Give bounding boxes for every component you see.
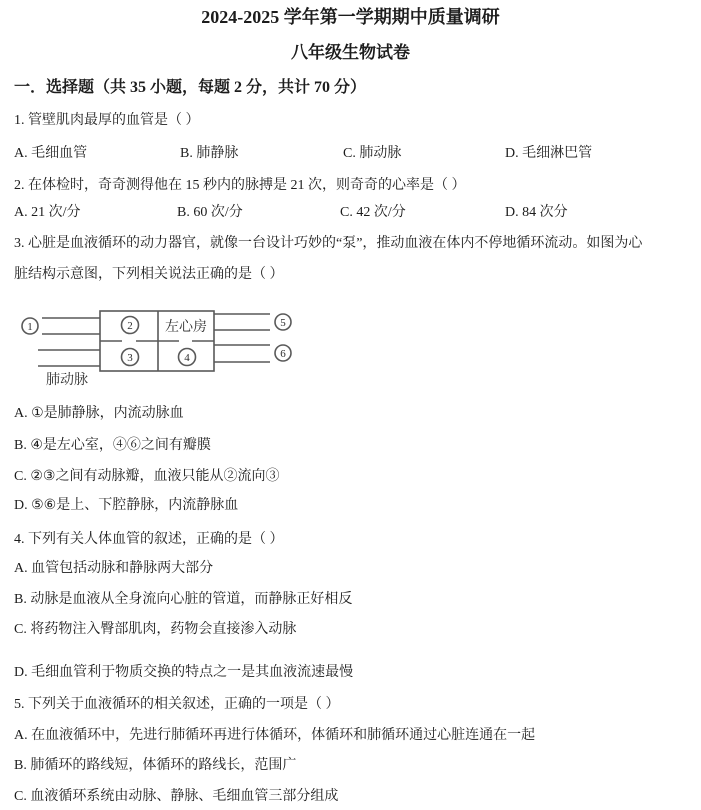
pulmonary-artery-label: 肺动脉: [46, 373, 88, 388]
circled-number-4: 4: [184, 352, 190, 364]
question-3-option-b: B. ④是左心室，④⑥之间有瓣膜: [14, 438, 211, 453]
heart-diagram-svg: [20, 300, 305, 395]
question-4-option-a: A. 血管包括动脉和静脉两大部分: [14, 561, 214, 576]
question-1-text: 1. 管壁肌肉最厚的血管是（ ）: [14, 113, 200, 128]
question-2-option-b: B. 60 次/分: [177, 205, 243, 220]
question-1-option-b: B. 肺静脉: [180, 146, 239, 161]
question-4-option-d: D. 毛细血管利于物质交换的特点之一是其血液流速最慢: [14, 665, 354, 680]
circled-number-1: 1: [27, 321, 33, 333]
question-5-text: 5. 下列关于血液循环的相关叙述，正确的一项是（ ）: [14, 697, 340, 712]
question-3-option-d: D. ⑤⑥是上、下腔静脉，内流静脉血: [14, 498, 239, 513]
vessel-6-lines: [214, 345, 270, 362]
question-1-option-d: D. 毛细淋巴管: [505, 146, 593, 161]
vessel-5-lines: [214, 314, 270, 330]
question-3-option-a: A. ①是肺静脉，内流动脉血: [14, 406, 184, 421]
question-4-option-c: C. 将药物注入臀部肌肉，药物会直接渗入动脉: [14, 622, 297, 637]
question-4-option-b: B. 动脉是血液从全身流向心脏的管道，而静脉正好相反: [14, 592, 353, 607]
question-2-option-d: D. 84 次分: [505, 205, 568, 220]
section-heading: 一．选择题（共 35 小题，每题 2 分，共计 70 分）: [14, 79, 367, 96]
circled-number-2: 2: [127, 320, 133, 332]
question-2-text: 2. 在体检时，奇奇测得他在 15 秒内的脉搏是 21 次，则奇奇的心率是（ ）: [14, 178, 466, 193]
question-2-option-c: C. 42 次/分: [340, 205, 406, 220]
exam-subtitle: 八年级生物试卷: [291, 43, 410, 62]
question-1-option-a: A. 毛细血管: [14, 146, 88, 161]
question-3-text-line1: 3. 心脏是血液循环的动力器官，就像一台设计巧妙的“泵”，推动血液在体内不停地循环流动。如图为心: [14, 236, 643, 251]
question-5-option-c: C. 血液循环系统由动脉、静脉、毛细血管三部分组成: [14, 789, 339, 804]
question-5-option-a: A. 在血液循环中，先进行肺循环再进行体循环，体循环和肺循环通过心脏连通在一起: [14, 728, 536, 743]
pulmonary-artery-lines: [38, 350, 100, 366]
question-5-option-b: B. 肺循环的路线短，体循环的路线长，范围广: [14, 758, 297, 773]
circled-number-5: 5: [280, 317, 286, 329]
question-3-text-line2: 脏结构示意图，下列相关说法正确的是（ ）: [14, 267, 284, 282]
exam-title: 2024-2025 学年第一学期期中质量调研: [201, 7, 500, 27]
circled-number-3: 3: [127, 352, 133, 364]
question-3-option-c: C. ②③之间有动脉瓣，血液只能从②流向③: [14, 469, 280, 484]
circled-number-6: 6: [280, 348, 286, 360]
vessel-1-lines: [42, 318, 100, 334]
left-atrium-label: 左心房: [165, 320, 207, 335]
question-4-text: 4. 下列有关人体血管的叙述，正确的是（ ）: [14, 532, 284, 547]
heart-structure-diagram: [20, 300, 305, 395]
question-1-option-c: C. 肺动脉: [343, 146, 402, 161]
question-2-option-a: A. 21 次/分: [14, 205, 81, 220]
